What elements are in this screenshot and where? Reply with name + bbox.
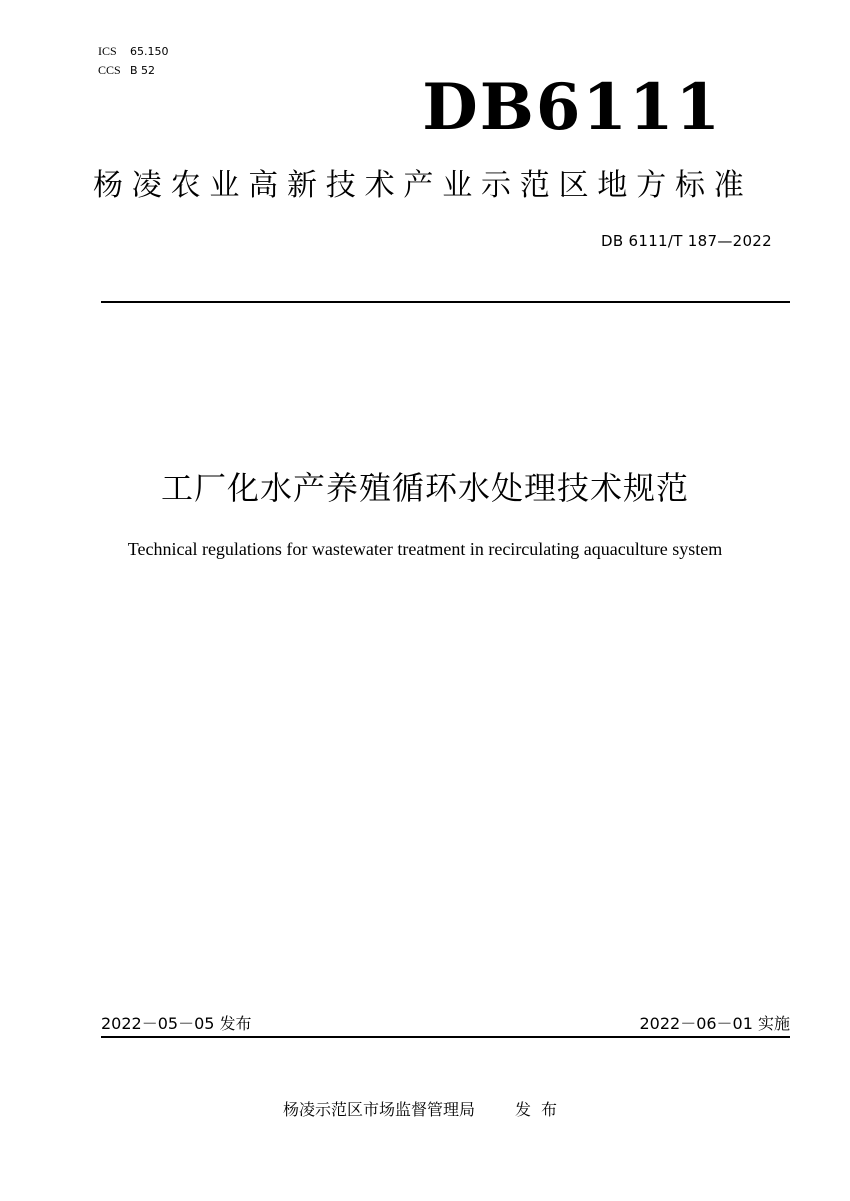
ccs-label: CCS [98,63,121,77]
publisher-name: 杨凌示范区市场监督管理局 [282,1100,475,1119]
standard-number: DB 6111/T 187—2022 [601,232,772,250]
ccs-line [98,61,169,80]
issue-date: 2022－05－05 发布 [101,1014,252,1033]
header-divider [101,301,790,303]
ics-label: ICS [98,44,117,58]
implementation-date: 2022－06－01 实施 [639,1014,790,1033]
standard-code: DB6111 [422,70,722,145]
document-title: 工厂化水产养殖循环水处理技术规范 [160,469,689,507]
footer-divider [101,1036,790,1038]
ics-line [98,42,169,61]
ccs-value: B 52 [130,64,156,77]
classification-block [98,42,169,80]
publish-word: 发布 [515,1100,568,1119]
issuer-title: 杨凌农业高新技术产业示范区地方标准 [93,168,753,203]
publisher-line [0,1098,850,1122]
document-title-english: Technical regulations for wastewater treatment in recirculating aquaculture system [127,539,723,559]
ics-value: 65.150 [130,45,169,58]
